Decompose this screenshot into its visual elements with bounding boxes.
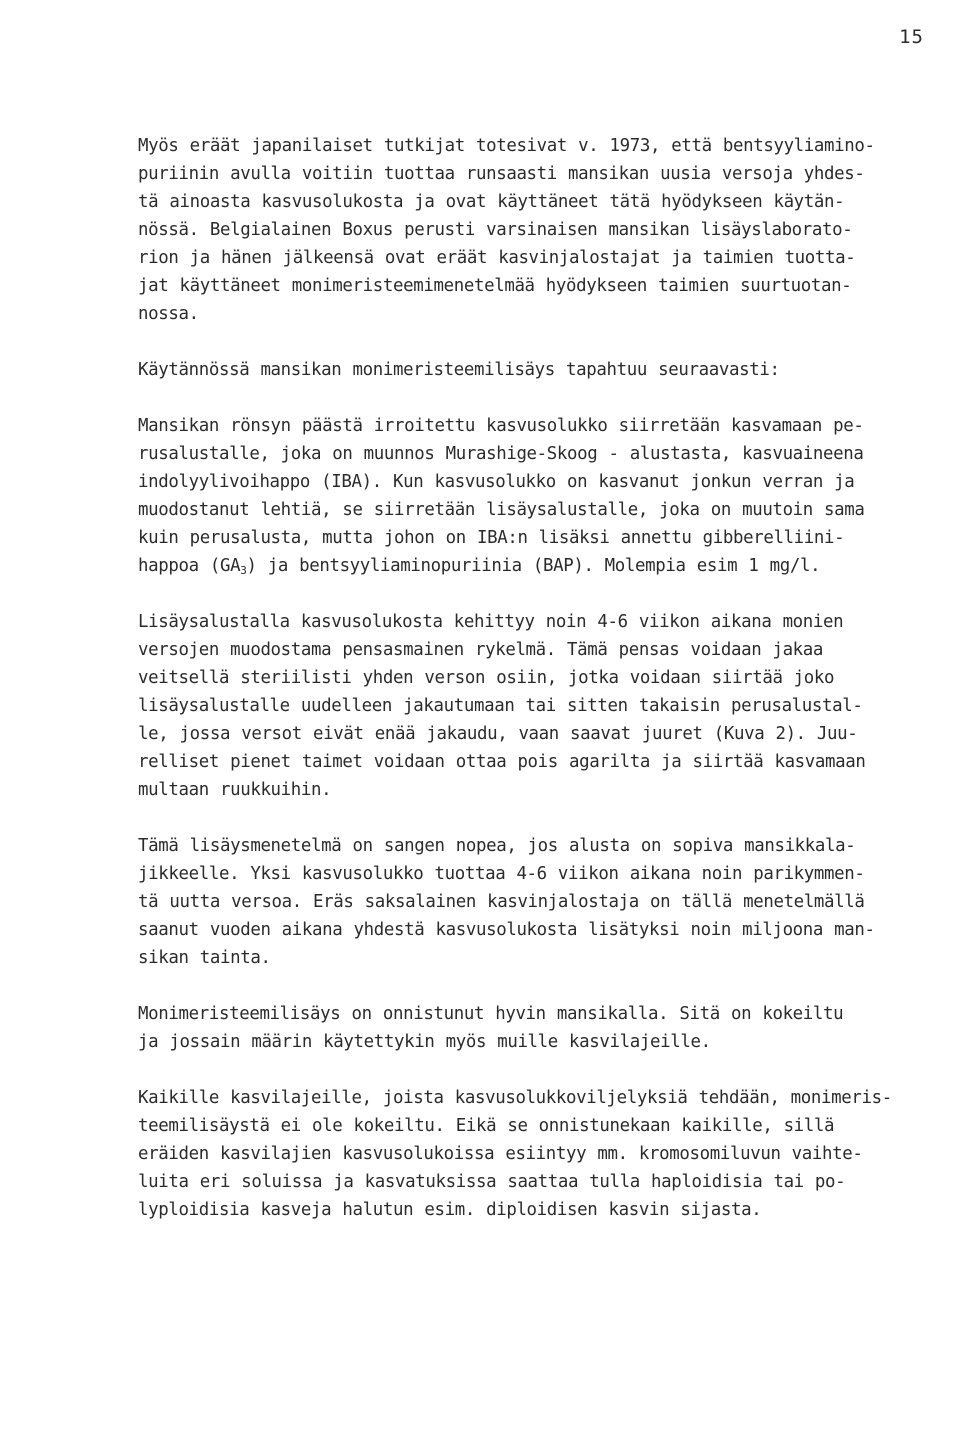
- text-line: jat käyttäneet monimeristeemimenetelmää hyödykseen taimien suurtuotan-: [138, 276, 852, 296]
- text-line: versojen muodostama pensasmainen rykelmä. Tämä pensas voidaan jakaa: [138, 640, 824, 660]
- text-line: nossa.: [138, 304, 199, 324]
- text-line: tä uutta versoa. Eräs saksalainen kasvinjalostaja on tällä menetelmällä: [138, 892, 865, 912]
- text-line: multaan ruukkuihin.: [138, 780, 332, 800]
- text-line: le, jossa versot eivät enää jakaudu, vaan saavat juuret (Kuva 2). Juu-: [138, 724, 858, 744]
- text-line: kuin perusalusta, mutta johon on IBA:n lisäksi annettu gibberelliini-: [138, 528, 845, 548]
- text-line: nössä. Belgialainen Boxus perusti varsinaisen mansikan lisäyslaborato-: [138, 220, 853, 240]
- document-body: [138, 132, 938, 1224]
- paragraph-gap: [138, 972, 938, 1000]
- paragraph-2: [138, 356, 938, 384]
- subscript: 3: [240, 564, 247, 577]
- text-line: eräiden kasvilajien kasvusolukoissa esiintyy mm. kromosomiluvun vaihte-: [138, 1144, 863, 1164]
- paragraph-7: [138, 1084, 938, 1224]
- text-line: indolyylivoihappo (IBA). Kun kasvusolukko on kasvanut jonkun verran ja: [138, 472, 855, 492]
- paragraph-3: [138, 412, 938, 580]
- paragraph-5: [138, 832, 938, 972]
- paragraph-6: [138, 1000, 938, 1056]
- text-line: muodostanut lehtiä, se siirretään lisäysalustalle, joka on muutoin sama: [138, 500, 865, 520]
- text-line: Monimeristeemilisäys on onnistunut hyvin mansikalla. Sitä on kokeiltu: [138, 1004, 844, 1024]
- text-line: teemilisäystä ei ole kokeiltu. Eikä se onnistunekaan kaikille, sillä: [138, 1116, 835, 1136]
- text-line: Tämä lisäysmenetelmä on sangen nopea, jos alusta on sopiva mansikkala-: [138, 836, 856, 856]
- paragraph-gap: [138, 804, 938, 832]
- text-line: Lisäysalustalla kasvusolukosta kehittyy noin 4-6 viikon aikana monien: [138, 612, 844, 632]
- text-line: sikan tainta.: [138, 948, 271, 968]
- text-line: lyploidisia kasveja halutun esim. diploidisen kasvin sijasta.: [138, 1200, 762, 1220]
- text-line: lisäysalustalle uudelleen jakautumaan tai sitten takaisin perusalustal-: [138, 696, 863, 716]
- text-line: Myös eräät japanilaiset tutkijat totesivat v. 1973, että bentsyyliamino-: [138, 136, 875, 156]
- text-fragment: happoa (GA: [138, 556, 241, 576]
- text-line: rion ja hänen jälkeensä ovat eräät kasvinjalostajat ja taimien tuotta-: [138, 248, 856, 268]
- page-number: 15: [899, 26, 924, 48]
- text-line: puriinin avulla voitiin tuottaa runsaasti mansikan uusia versoja yhdes-: [138, 164, 865, 184]
- text-line: Mansikan rönsyn päästä irroitettu kasvusolukko siirretään kasvamaan pe-: [138, 416, 864, 436]
- paragraph-4: [138, 608, 938, 804]
- text-fragment: ) ja bentsyyliaminopuriinia (BAP). Molempia esim 1 mg/l.: [246, 556, 821, 576]
- paragraph-gap: [138, 384, 938, 412]
- text-line: relliset pienet taimet voidaan ottaa pois agarilta ja siirtää kasvamaan: [138, 752, 866, 772]
- text-line: jikkeelle. Yksi kasvusolukko tuottaa 4-6 viikon aikana noin parikymmen-: [138, 864, 865, 884]
- text-line: luita eri soluissa ja kasvatuksissa saattaa tulla haploidisia tai po-: [138, 1172, 846, 1192]
- text-line: tä ainoasta kasvusolukosta ja ovat käyttäneet tätä hyödykseen käytän-: [138, 192, 845, 212]
- text-line-with-subscript: [138, 552, 938, 580]
- paragraph-1: [138, 132, 938, 328]
- text-line: saanut vuoden aikana yhdestä kasvusolukosta lisätyksi noin miljoona man-: [138, 920, 875, 940]
- paragraph-gap: [138, 1056, 938, 1084]
- text-line: veitsellä steriilisti yhden verson osiin, jotka voidaan siirtää joko: [138, 668, 835, 688]
- text-line: Kaikille kasvilajeille, joista kasvusolukkoviljelyksiä tehdään, monimeris-: [138, 1088, 892, 1108]
- paragraph-gap: [138, 580, 938, 608]
- paragraph-gap: [138, 328, 938, 356]
- text-line: Käytännössä mansikan monimeristeemilisäys tapahtuu seuraavasti:: [138, 360, 780, 380]
- text-line: ja jossain määrin käytettykin myös muille kasvilajeille.: [138, 1032, 711, 1052]
- text-line: rusalustalle, joka on muunnos Murashige-Skoog - alustasta, kasvuaineena: [138, 444, 864, 464]
